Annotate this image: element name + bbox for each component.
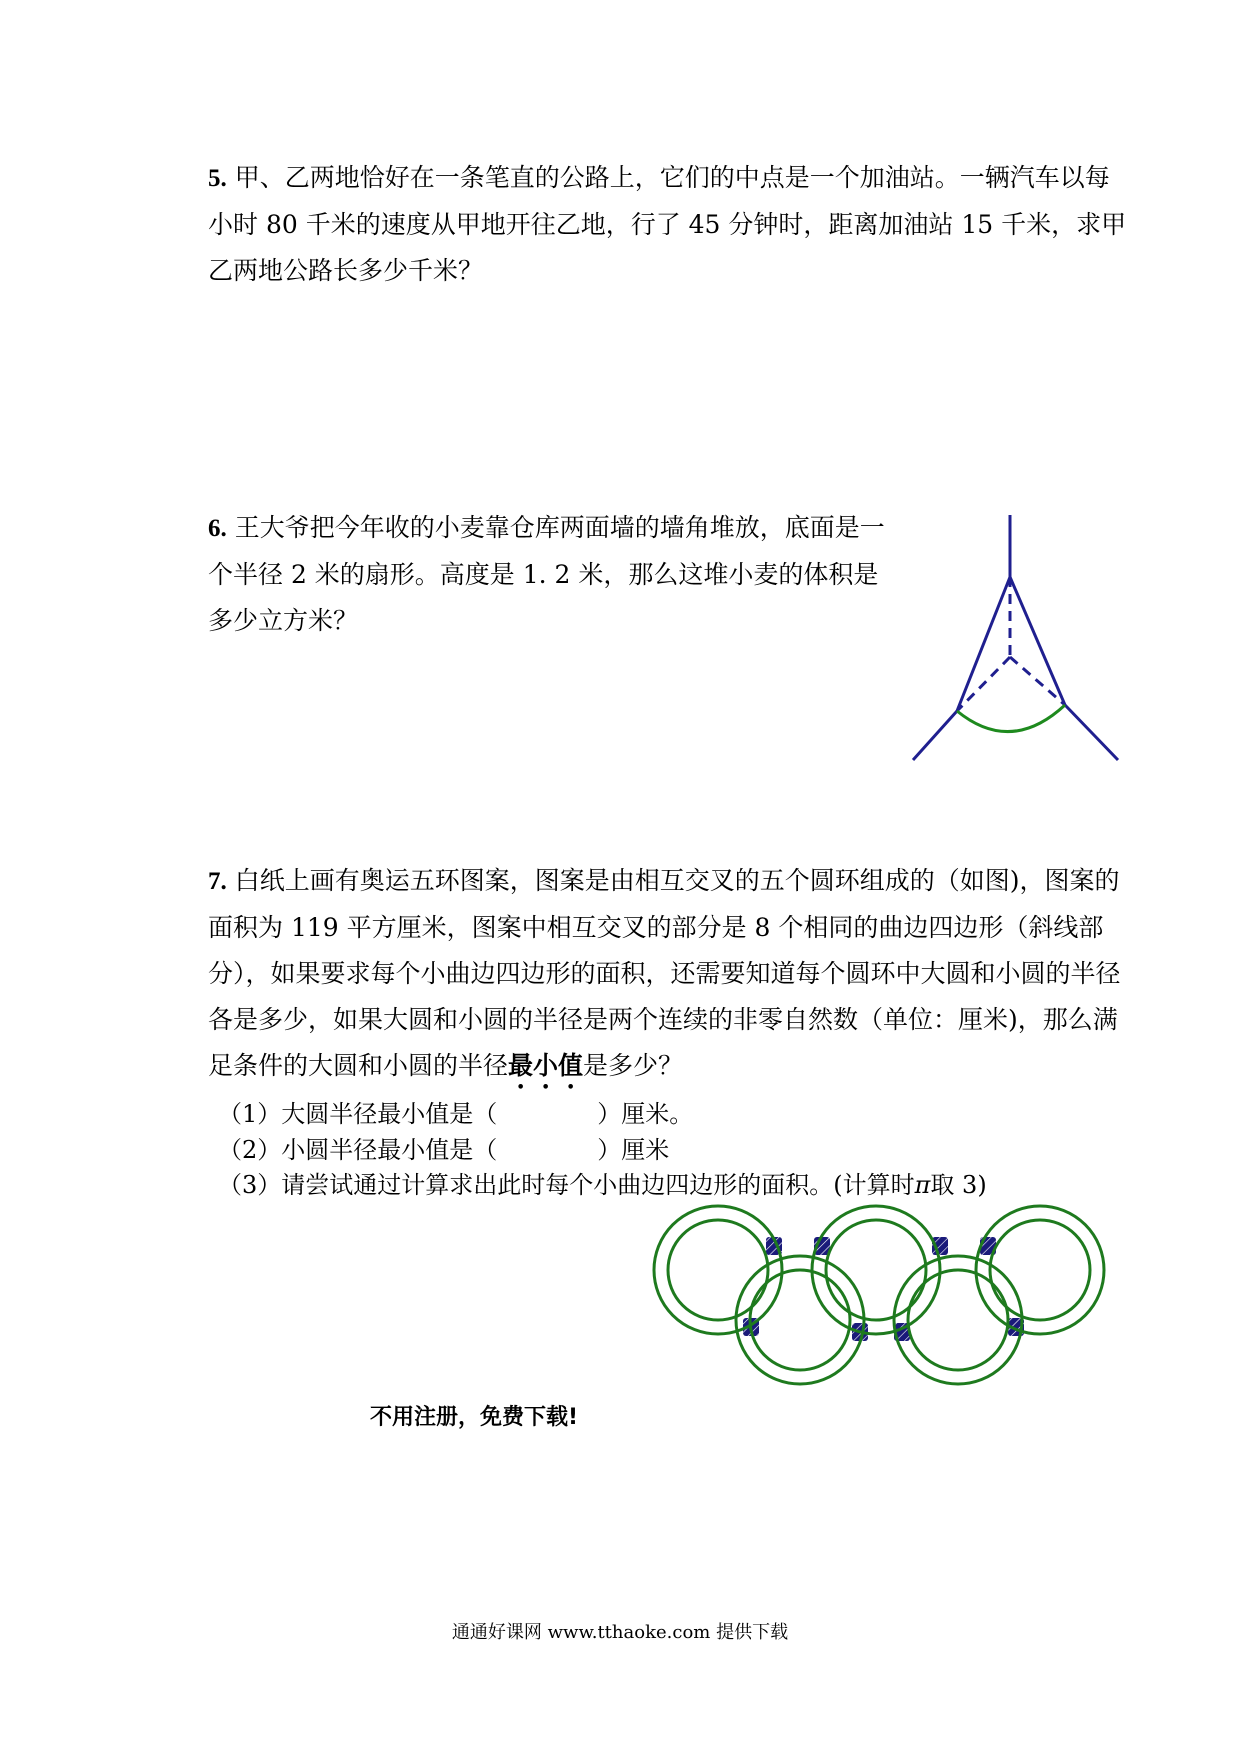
question-text: 白纸上画有奥运五环图案，图案是由相互交叉的五个圆环组成的（如图)，图案的面积为 119 平方厘米，图案中相互交叉的部分是 8 个相同的曲边四边形（斜线部分），如果要求每个小曲边四边形的面积，还需要知道每个圆环中大圆和小圆的半径各是多少，如果大圆和小圆的半径是两个连续的非零自然数（单位：厘米)，那么满足条件的大圆和小圆的半径 <box>208 866 1121 1080</box>
question-number: 7. <box>208 868 227 895</box>
subquestion-2 <box>218 1133 669 1167</box>
hidden-edge-left <box>957 657 1010 711</box>
slant-edge-right <box>1010 577 1065 705</box>
slant-edge-left <box>957 577 1010 711</box>
wall-base-right <box>1065 705 1118 760</box>
hidden-edge-right <box>1010 657 1065 705</box>
subquestion-3 <box>218 1168 987 1202</box>
subquestion-prefix: （1）大圆半径最小值是（ <box>218 1100 498 1128</box>
wall-base-left <box>913 711 957 760</box>
subquestion-prefix: （2）小圆半径最小值是（ <box>218 1136 498 1164</box>
promo-text: 不用注册，免费下载! <box>370 1405 579 1430</box>
subquestion-1 <box>218 1097 693 1131</box>
question-text-end: 是多少？ <box>583 1051 684 1080</box>
subquestion-suffix: ）厘米 <box>597 1136 670 1164</box>
question-7 <box>208 858 1128 1095</box>
ring-2 <box>812 1206 940 1334</box>
ring-3 <box>976 1206 1104 1334</box>
olympic-rings-diagram <box>648 1198 1118 1388</box>
ring-5 <box>894 1256 1022 1384</box>
question-number: 6. <box>208 515 227 542</box>
question-6 <box>208 505 898 644</box>
pi-symbol: π <box>914 1171 931 1199</box>
subquestion-prefix: （3）请尝试通过计算求出此时每个小曲边四边形的面积。(计算时 <box>218 1171 915 1199</box>
overlap-regions <box>743 1237 1024 1341</box>
subquestion-suffix: ）厘米。 <box>597 1100 694 1128</box>
subquestion-suffix: 取 3) <box>930 1171 987 1199</box>
question-text: 王大爷把今年收的小麦靠仓库两面墙的墙角堆放，底面是一个半径 2 米的扇形。高度是 1. 2 米，那么这堆小麦的体积是多少立方米？ <box>208 513 885 635</box>
question-text: 甲、乙两地恰好在一条笔直的公路上，它们的中点是一个加油站。一辆汽车以每小时 80 千米的速度从甲地开往乙地，行了 45 分钟时，距离加油站 15 千米，求甲乙两地公路长多少千米？ <box>208 163 1127 285</box>
page-footer: 通通好课网 www.tthaoke.com 提供下载 <box>451 1622 789 1643</box>
question-5 <box>208 155 1128 294</box>
question-number: 5. <box>208 165 227 192</box>
ring-1 <box>654 1206 782 1334</box>
sector-arc <box>957 705 1065 732</box>
wheat-pile-diagram <box>905 515 1125 775</box>
emphasis-text: 最小值 <box>508 1051 584 1080</box>
